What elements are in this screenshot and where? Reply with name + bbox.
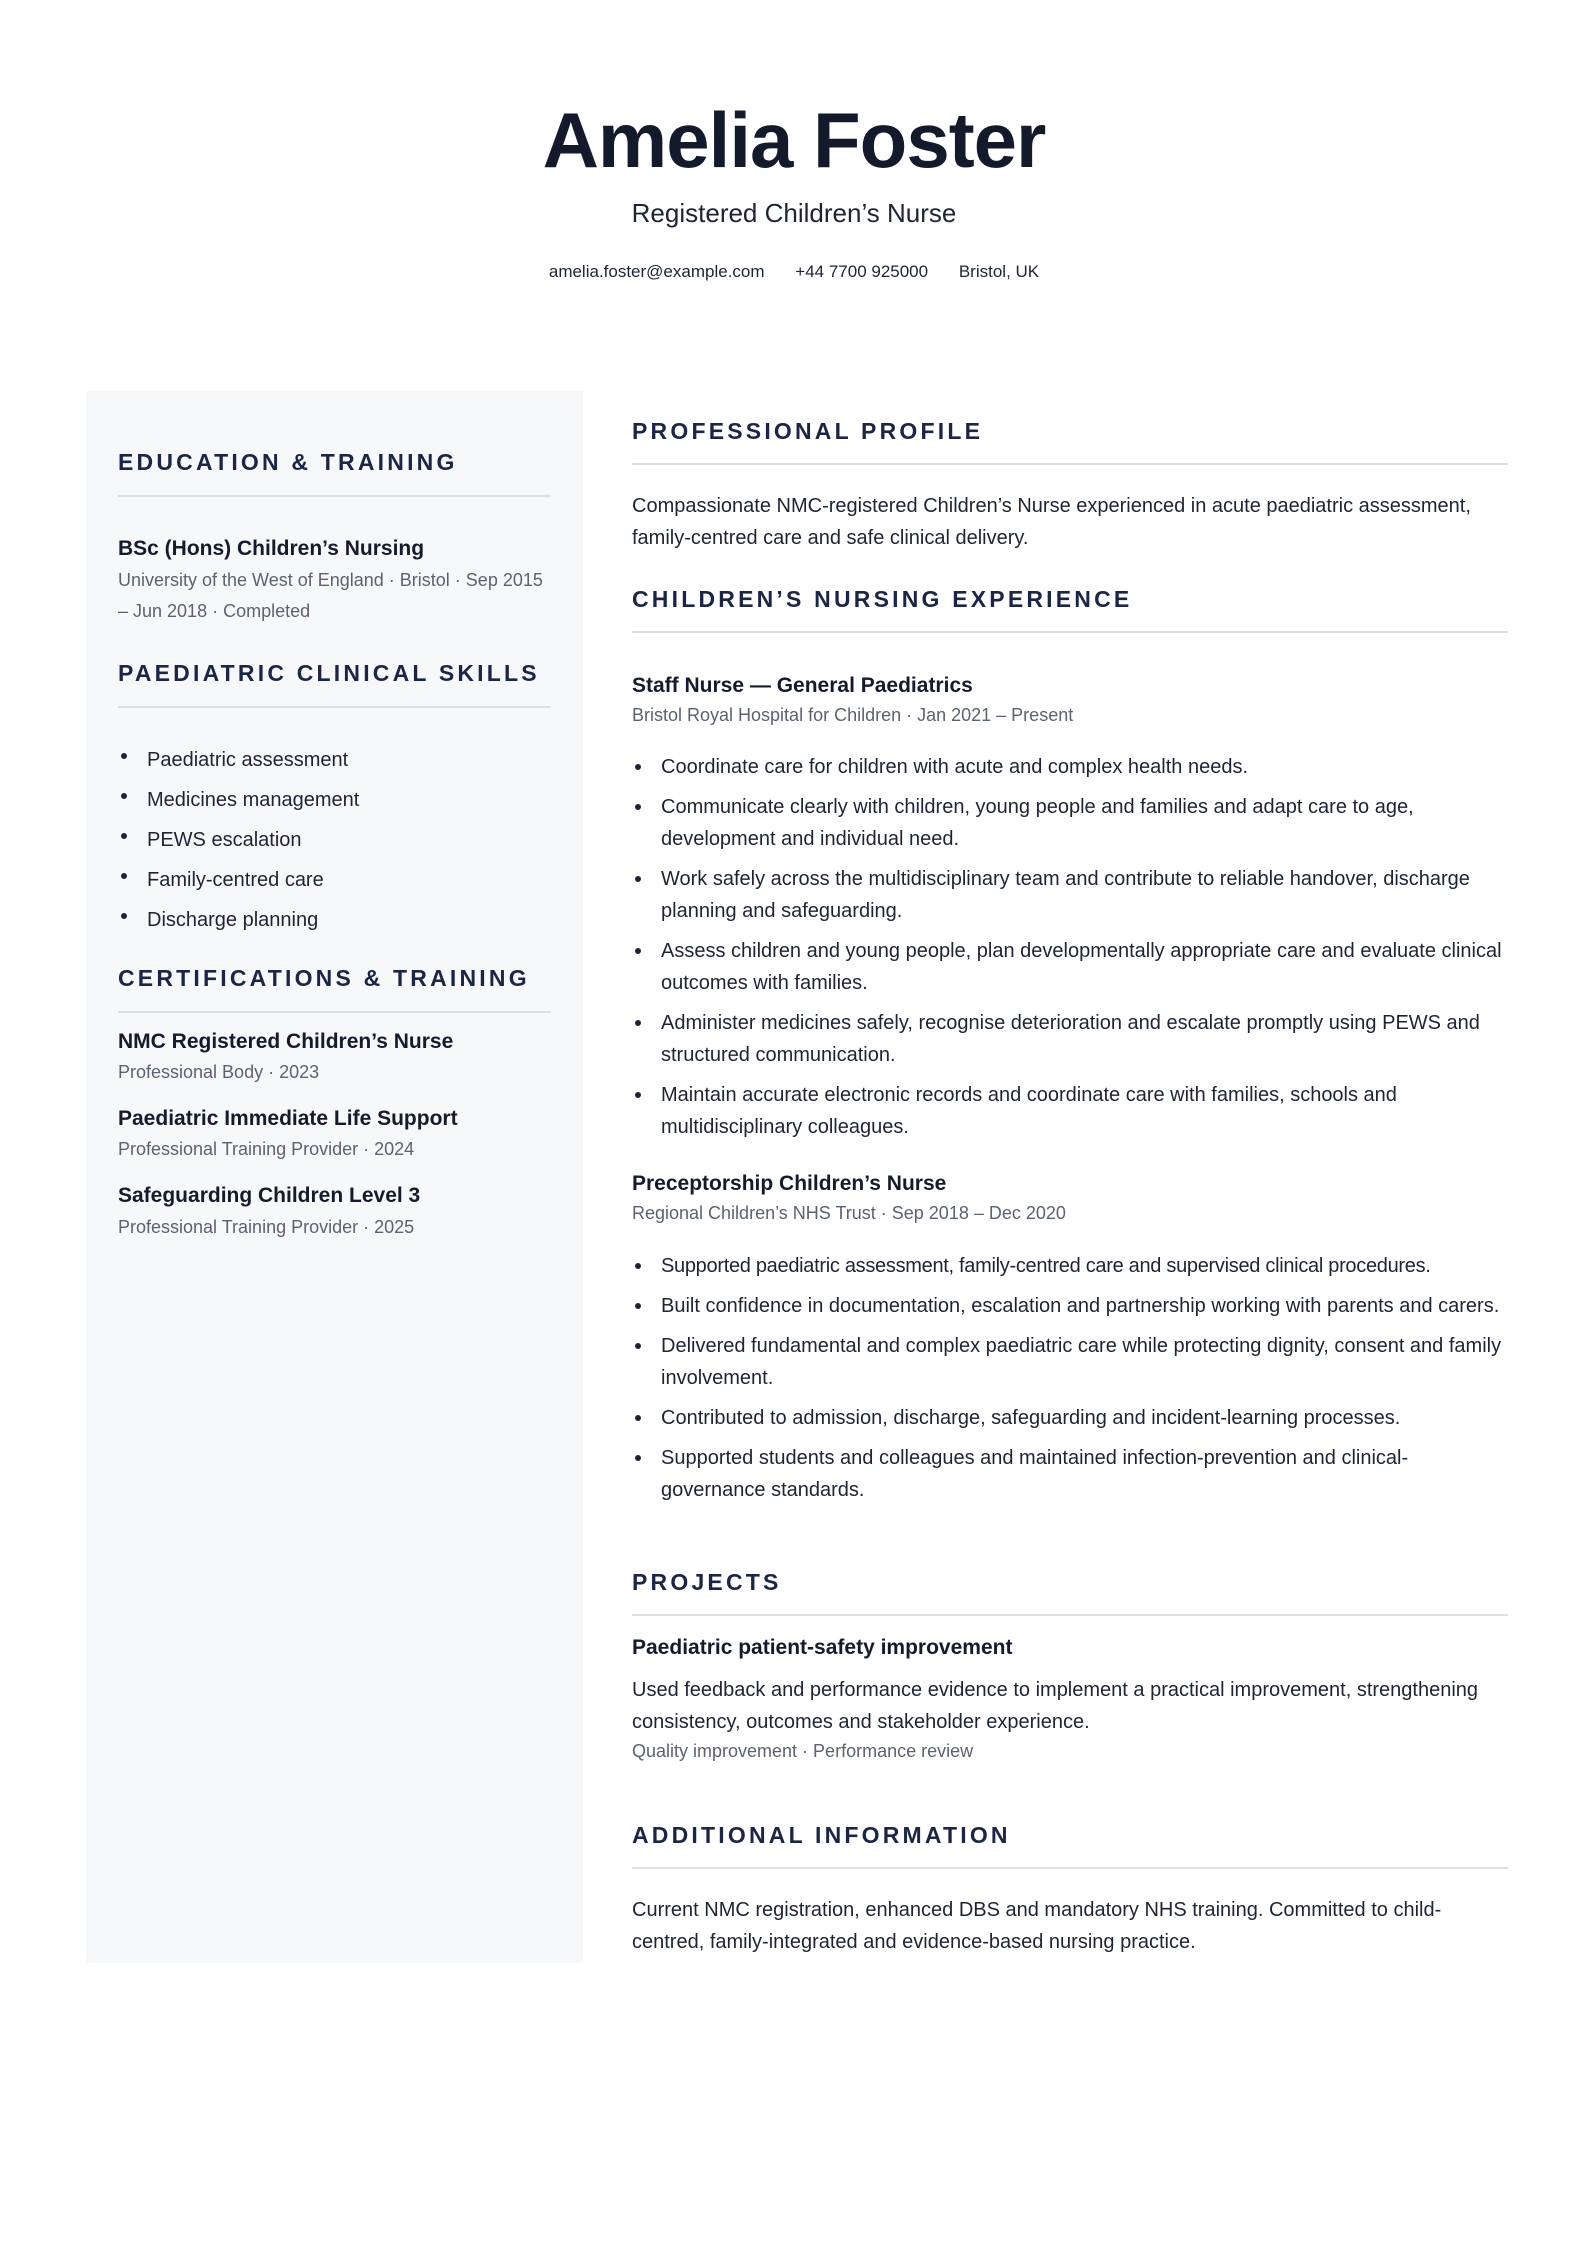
project-description: Used feedback and performance evidence to implement a practical improvement, strengthening consistency, outcomes and stakeholder experience. <box>632 1679 1479 1733</box>
job-meta: Regional Children’s NHS Trust · Sep 2018 – Dec 2020 <box>632 1203 1066 1223</box>
education-degree: BSc (Hons) Children’s Nursing <box>118 537 425 560</box>
cert-title: NMC Registered Children’s Nurse <box>118 1030 454 1053</box>
list-item: Family-centred care <box>118 860 551 900</box>
list-item: Assess children and young people, plan developmentally appropriate care and evaluate clinical outcomes with families. <box>632 935 1508 999</box>
list-item: Contributed to admission, discharge, safeguarding and incident-learning processes. <box>632 1402 1508 1434</box>
cert-title: Safeguarding Children Level 3 <box>118 1184 421 1207</box>
profile-divider <box>632 463 1508 465</box>
additional-text: Current NMC registration, enhanced DBS and mandatory NHS training. Committed to child-centred, family-integrated and evidence-based nursing practice. <box>632 1899 1442 1953</box>
certifications-heading: CERTIFICATIONS & TRAINING <box>118 965 530 991</box>
job-meta: Bristol Royal Hospital for Children · Jan 2021 – Present <box>632 705 1074 725</box>
contact-email[interactable]: amelia.foster@example.com <box>548 262 765 281</box>
list-item: Work safely across the multidisciplinary team and contribute to reliable handover, discharge planning and safeguarding. <box>632 863 1508 927</box>
profile-heading: PROFESSIONAL PROFILE <box>632 418 984 444</box>
job-bullets <box>632 1250 1508 1506</box>
additional-divider <box>632 1867 1508 1869</box>
sidebar <box>86 391 583 1963</box>
list-item: Administer medicines safely, recognise deterioration and escalate promptly using PEWS and structured communication. <box>632 1007 1508 1071</box>
cert-title: Paediatric Immediate Life Support <box>118 1107 458 1130</box>
contact-location: Bristol, UK <box>958 262 1040 281</box>
profile-text: Compassionate NMC-registered Children’s Nurse experienced in acute paediatric assessment, family-centred care and safe clinical delivery. <box>632 495 1471 549</box>
contact-line <box>0 260 1588 284</box>
project-tags: Quality improvement · Performance review <box>632 1741 974 1761</box>
list-item: Medicines management <box>118 780 551 820</box>
list-item: Supported students and colleagues and maintained infection-prevention and clinical-governance standards. <box>632 1442 1508 1506</box>
candidate-title: Registered Children’s Nurse <box>631 198 957 228</box>
certifications-divider <box>118 1011 551 1013</box>
education-divider <box>118 495 551 497</box>
projects-divider <box>632 1614 1508 1616</box>
education-detail: University of the West of England · Bristol · Sep 2015 – Jun 2018 · Completed <box>118 570 543 621</box>
skills-list <box>118 740 551 940</box>
skills-divider <box>118 706 551 708</box>
list-item: Built confidence in documentation, escalation and partnership working with parents and carers. <box>632 1290 1508 1322</box>
list-item: Delivered fundamental and complex paediatric care while protecting dignity, consent and family involvement. <box>632 1330 1508 1394</box>
cert-detail: Professional Body · 2023 <box>118 1062 320 1082</box>
list-item: Communicate clearly with children, young people and families and adapt care to age, development and individual need. <box>632 791 1508 855</box>
contact-phone[interactable]: +44 7700 925000 <box>795 262 929 281</box>
projects-heading: PROJECTS <box>632 1569 782 1595</box>
project-title: Paediatric patient-safety improvement <box>632 1636 1013 1659</box>
list-item: Supported paediatric assessment, family-centred care and supervised clinical procedures. <box>632 1250 1508 1282</box>
list-item: Discharge planning <box>118 900 551 940</box>
list-item: Paediatric assessment <box>118 740 551 780</box>
education-heading: EDUCATION & TRAINING <box>118 449 458 475</box>
skills-heading: PAEDIATRIC CLINICAL SKILLS <box>118 660 540 686</box>
list-item: Maintain accurate electronic records and coordinate care with families, schools and multidisciplinary colleagues. <box>632 1079 1508 1143</box>
list-item: PEWS escalation <box>118 820 551 860</box>
job-title: Preceptorship Children’s Nurse <box>632 1172 947 1195</box>
additional-heading: ADDITIONAL INFORMATION <box>632 1822 1011 1848</box>
experience-heading: CHILDREN’S NURSING EXPERIENCE <box>632 586 1133 612</box>
cert-detail: Professional Training Provider · 2025 <box>118 1217 415 1237</box>
experience-divider <box>632 631 1508 633</box>
candidate-name: Amelia Foster <box>542 96 1046 184</box>
job-bullets <box>632 751 1508 1143</box>
job-title: Staff Nurse — General Paediatrics <box>632 674 973 697</box>
cert-detail: Professional Training Provider · 2024 <box>118 1139 415 1159</box>
list-item: Coordinate care for children with acute and complex health needs. <box>632 751 1508 783</box>
